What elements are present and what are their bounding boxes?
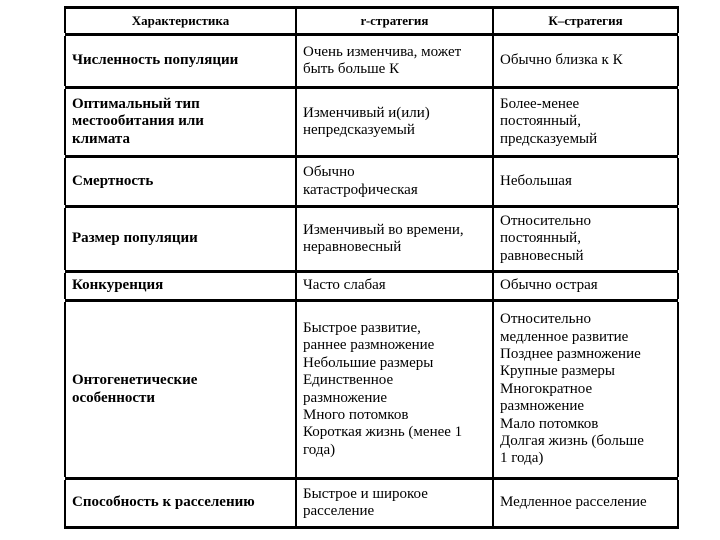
comparison-table [64, 6, 679, 529]
row-k-strategy-cell [493, 302, 678, 477]
row-characteristic-cell [65, 273, 296, 299]
row-characteristic-cell [65, 36, 296, 86]
cell-text-line: Единственное [303, 372, 394, 389]
table-row [65, 273, 678, 299]
cell-text-line: Позднее размножение [500, 345, 641, 362]
row-r-strategy-cell [296, 273, 493, 299]
row-k-strategy-cell [493, 158, 678, 205]
cell-text-line: Короткая жизнь (менее 1 [303, 424, 463, 441]
cell-text-line: Размер популяции [72, 230, 198, 247]
cell-text-line: Конкуренция [72, 277, 164, 294]
cell-text-line: катастрофическая [303, 181, 418, 198]
table-row [65, 89, 678, 155]
cell-text-line: местообитания или [72, 113, 204, 130]
cell-text-line: года) [303, 441, 336, 458]
table-row [65, 208, 678, 270]
cell-text-line: особенности [72, 389, 156, 406]
row-characteristic-cell [65, 208, 296, 270]
cell-text-line: климата [72, 130, 130, 147]
cell-text-line: непредсказуемый [303, 122, 415, 138]
row-r-strategy-cell [296, 89, 493, 155]
row-k-strategy-cell [493, 208, 678, 270]
cell-text-line: Многократное [500, 380, 593, 397]
row-k-strategy-cell [493, 36, 678, 86]
cell-text-line: Более-менее [500, 95, 580, 112]
cell-text-line: Небольшая [500, 172, 572, 189]
cell-text-line: расселение [303, 503, 375, 519]
row-k-strategy-cell [493, 480, 678, 528]
cell-text-line: размножение [303, 389, 388, 406]
cell-text-line: Оптимальный тип [72, 95, 200, 112]
cell-text-line: Много потомков [303, 406, 409, 423]
cell-text-line: постоянный, [500, 230, 581, 247]
header-r-strategy: r-стратегия [296, 8, 493, 34]
header-k-strategy: К–стратегия [493, 8, 678, 34]
row-r-strategy-cell [296, 302, 493, 477]
cell-text-line: размножение [500, 398, 585, 415]
row-characteristic-cell [65, 158, 296, 205]
row-k-strategy-cell [493, 273, 678, 299]
cell-text-line: Небольшие размеры [303, 354, 434, 371]
cell-text-line: равновесный [500, 247, 584, 264]
cell-text-line: Численность популяции [72, 52, 239, 69]
table-body [65, 33, 678, 528]
table-row [65, 158, 678, 205]
row-r-strategy-cell [296, 208, 493, 270]
table-header-row [65, 8, 678, 34]
row-characteristic-cell [65, 89, 296, 155]
row-characteristic-cell [65, 480, 296, 528]
cell-text-line: Относительно [500, 212, 592, 229]
cell-text-line: Способность к расселению [72, 494, 255, 511]
cell-text-line: Крупные размеры [500, 363, 615, 380]
cell-text-line: предсказуемый [500, 130, 598, 147]
cell-text-line: неравновесный [303, 239, 402, 255]
cell-text-line: Смертность [72, 172, 154, 189]
cell-text-line: Изменчивый во времени, [303, 221, 464, 238]
cell-text-line: Онтогенетические [72, 372, 198, 389]
header-characteristic: Характеристика [65, 8, 296, 34]
row-r-strategy-cell [296, 36, 493, 86]
cell-text-line: Медленное расселение [500, 494, 647, 511]
cell-text-line: Очень изменчива, может [303, 43, 462, 60]
cell-text-line: Быстрое развитие, [303, 319, 421, 336]
cell-text-line: Относительно [500, 311, 592, 328]
cell-text-line: Обычно острая [500, 277, 598, 294]
row-r-strategy-cell [296, 480, 493, 528]
cell-text-line: Быстрое и широкое [303, 485, 428, 502]
cell-text-line: быть больше К [303, 61, 400, 77]
cell-text-line: Обычно [303, 164, 355, 181]
cell-text-line: Обычно близка к К [500, 52, 623, 69]
cell-text-line: Часто слабая [303, 277, 386, 294]
cell-text-line: Мало потомков [500, 415, 599, 432]
cell-text-line: Изменчивый и(или) [303, 104, 430, 121]
cell-text-line: 1 года) [500, 450, 544, 467]
cell-text-line: медленное развитие [500, 328, 629, 345]
row-k-strategy-cell [493, 89, 678, 155]
cell-text-line: Долгая жизнь (больше [500, 433, 644, 450]
table-row [65, 480, 678, 528]
table-row [65, 302, 678, 477]
table-row [65, 36, 678, 86]
row-r-strategy-cell [296, 158, 493, 205]
row-characteristic-cell [65, 302, 296, 477]
cell-text-line: постоянный, [500, 113, 581, 130]
cell-text-line: раннее размножение [303, 337, 435, 354]
